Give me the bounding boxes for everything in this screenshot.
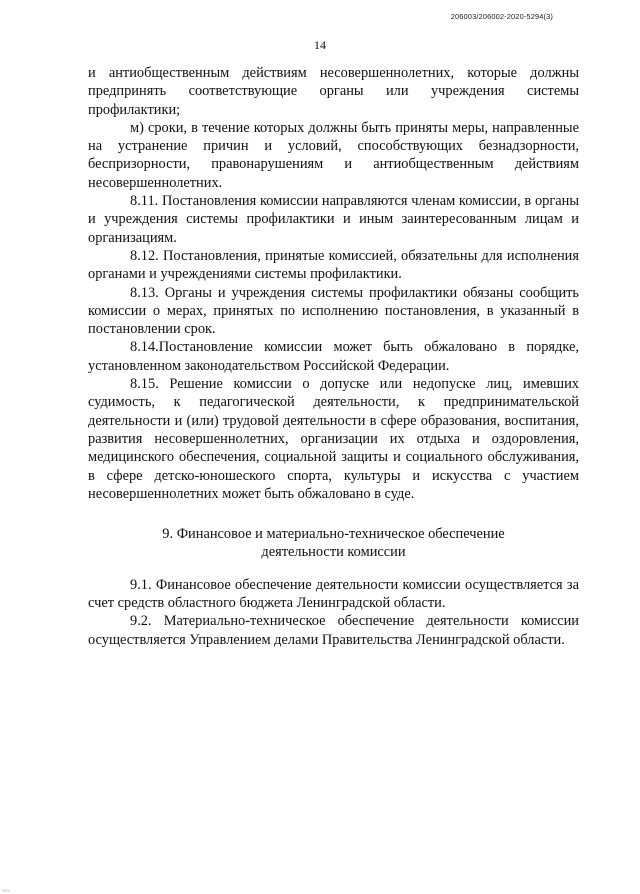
paragraph-8-12: 8.12. Постановления, принятые комиссией, обязательны для исполнения органами и учреждениями системы профилактики. (88, 247, 579, 283)
document-registration-code: 206003/206002-2020-5294(3) (450, 12, 553, 21)
page-number: 14 (314, 38, 326, 52)
paragraph-item-m: м) сроки, в течение которых должны быть приняты меры, направленные на устранение причин и условий, способствующих безнадзорности, беспризорности, правонарушениям и антиобщественным действиям несовершеннолетних. (88, 119, 579, 191)
paragraph-continuation: и антиобщественным действиям несовершеннолетних, которые должны предпринять соответствующие органы или учреждения системы профилактики; (88, 65, 579, 118)
paragraph-9-2: 9.2. Материально-техническое обеспечение деятельности комиссии осуществляется Управлением делами Правительства Ленинградской области. (88, 613, 579, 648)
paragraph-8-14: 8.14.Постановление комиссии может быть обжаловано в порядке, установленном законодательством Российской Федерации. (88, 339, 579, 374)
paragraph-8-11: 8.11. Постановления комиссии направляются членам комиссии, в органы и учреждения системы профилактики и иным заинтересованным лицам и организациям. (88, 193, 579, 246)
paragraph-8-15: 8.15. Решение комиссии о допуске или недопуске лиц, имевших судимость, к педагогической деятельности, к предпринимательской деятельности и (или) трудовой деятельности в сфере образования, воспитания, развития несовершеннолетних, организации их отдыха и оздоровления, медицинского обеспечения, социальной защиты и социального обслуживания, в сфере детско-юношеского спорта, культуры и искусства с участием несовершеннолетних может быть обжаловано в суде. (88, 376, 579, 502)
section-9-heading (88, 525, 579, 562)
paragraph-9-1: 9.1. Финансовое обеспечение деятельности комиссии осуществляется за счет средств областного бюджета Ленинградской области. (88, 576, 579, 612)
section-heading-line1: 9. Финансовое и материально-техническое обеспечение (162, 526, 505, 543)
paragraph-8-13: 8.13. Органы и учреждения системы профилактики обязаны сообщить комиссии о мерах, принятых по исполнению постановления, в указанный в постановлении срок. (88, 284, 579, 338)
section-heading-line2: деятельности комиссии (261, 544, 406, 561)
document-body (88, 64, 579, 649)
scan-edge-mark (2, 889, 10, 892)
